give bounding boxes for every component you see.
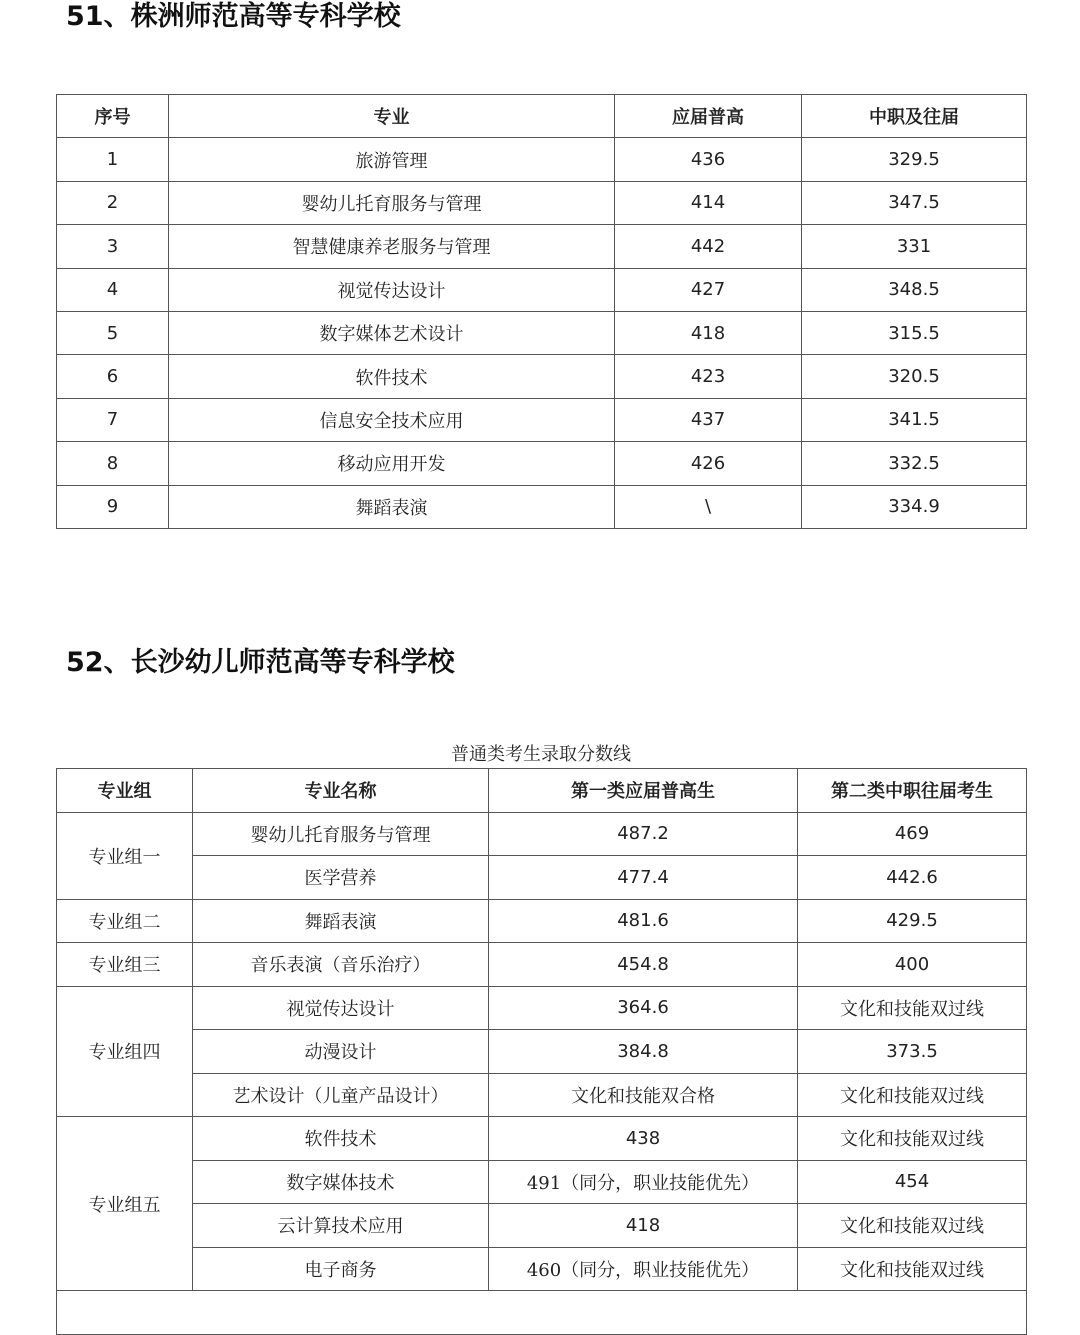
table-row (57, 1204, 1027, 1248)
table-row (57, 986, 1027, 1030)
table-cell: 视觉传达设计 (169, 268, 615, 311)
table-row (57, 398, 1027, 441)
table-cell: 文化和技能双合格 (489, 1073, 798, 1117)
table-row (57, 1073, 1027, 1117)
table-cell: 373.5 (798, 1030, 1027, 1074)
section-2-title: 52、长沙幼儿师范高等专科学校 (66, 647, 455, 678)
table-cell: 427 (615, 268, 802, 311)
header-cell: 应届普高 (615, 95, 802, 138)
table-cell: 7 (57, 398, 169, 441)
table-cell: 329.5 (802, 138, 1027, 181)
table-cell: 347.5 (802, 181, 1027, 224)
group-name-cell: 专业组四 (57, 986, 193, 1117)
table-cell: 477.4 (489, 856, 798, 900)
table-cell: 418 (615, 311, 802, 354)
table-cell: 429.5 (798, 899, 1027, 943)
table-cell: 婴幼儿托育服务与管理 (169, 181, 615, 224)
table-cell: 491（同分，职业技能优先） (489, 1160, 798, 1204)
table-cell: 384.8 (489, 1030, 798, 1074)
table-cell: 442 (615, 225, 802, 268)
table-cell: 436 (615, 138, 802, 181)
table-row (57, 138, 1027, 181)
table-cell: 418 (489, 1204, 798, 1248)
table-cell: 舞蹈表演 (193, 899, 489, 943)
table-cell: 437 (615, 398, 802, 441)
table-cell: 舞蹈表演 (169, 485, 615, 528)
header-cell: 专业 (169, 95, 615, 138)
table-cell: 医学营养 (193, 856, 489, 900)
header-cell: 专业名称 (193, 769, 489, 813)
table-cell: 艺术设计（儿童产品设计） (193, 1073, 489, 1117)
table-row (57, 856, 1027, 900)
table-cell: 文化和技能双过线 (798, 1247, 1027, 1291)
table-cell: 电子商务 (193, 1247, 489, 1291)
table-cell: 软件技术 (169, 355, 615, 398)
table-cell: 软件技术 (193, 1117, 489, 1161)
table-cell: 1 (57, 138, 169, 181)
table-cell: 315.5 (802, 311, 1027, 354)
table-cell: 414 (615, 181, 802, 224)
admission-table-zhuzhou (56, 94, 1027, 529)
table-cell: 426 (615, 442, 802, 485)
header-cell: 专业组 (57, 769, 193, 813)
table-cell: 469 (798, 812, 1027, 856)
admission-table-changsha (56, 768, 1027, 1335)
table-cell: 数字媒体技术 (193, 1160, 489, 1204)
table-cell: 481.6 (489, 899, 798, 943)
header-cell: 第一类应届普高生 (489, 769, 798, 813)
table-cell: 文化和技能双过线 (798, 1117, 1027, 1161)
table-cell: 移动应用开发 (169, 442, 615, 485)
table-cell: 音乐表演（音乐治疗） (193, 943, 489, 987)
blank-cell (57, 1291, 1027, 1335)
table-cell: 文化和技能双过线 (798, 1073, 1027, 1117)
table-cell: \ (615, 485, 802, 528)
table-cell: 云计算技术应用 (193, 1204, 489, 1248)
table-cell: 423 (615, 355, 802, 398)
table-row (57, 812, 1027, 856)
table-cell: 364.6 (489, 986, 798, 1030)
table-row (57, 1160, 1027, 1204)
table-row (57, 943, 1027, 987)
table-cell: 婴幼儿托育服务与管理 (193, 812, 489, 856)
table-row (57, 485, 1027, 528)
section-1-title: 51、株洲师范高等专科学校 (66, 1, 401, 32)
table-row (57, 181, 1027, 224)
table-row (57, 1117, 1027, 1161)
group-name-cell: 专业组三 (57, 943, 193, 987)
table-cell: 348.5 (802, 268, 1027, 311)
table-cell: 331 (802, 225, 1027, 268)
table-row (57, 268, 1027, 311)
table-row (57, 1247, 1027, 1291)
table-row (57, 311, 1027, 354)
table-cell: 460（同分，职业技能优先） (489, 1247, 798, 1291)
table-cell: 视觉传达设计 (193, 986, 489, 1030)
table-cell: 400 (798, 943, 1027, 987)
table-cell: 文化和技能双过线 (798, 1204, 1027, 1248)
group-name-cell: 专业组五 (57, 1117, 193, 1291)
table-cell: 4 (57, 268, 169, 311)
blank-row (57, 1291, 1027, 1335)
header-cell: 第二类中职往届考生 (798, 769, 1027, 813)
table-cell: 341.5 (802, 398, 1027, 441)
table-cell: 智慧健康养老服务与管理 (169, 225, 615, 268)
table-caption: 普通类考生录取分数线 (451, 744, 631, 765)
group-name-cell: 专业组一 (57, 812, 193, 899)
table-header-row (57, 769, 1027, 813)
table-cell: 9 (57, 485, 169, 528)
table-cell: 320.5 (802, 355, 1027, 398)
table-cell: 5 (57, 311, 169, 354)
table-cell: 8 (57, 442, 169, 485)
table-row (57, 899, 1027, 943)
table-row (57, 1030, 1027, 1074)
table-cell: 动漫设计 (193, 1030, 489, 1074)
table-cell: 438 (489, 1117, 798, 1161)
table-cell: 454.8 (489, 943, 798, 987)
table-row (57, 225, 1027, 268)
table-cell: 文化和技能双过线 (798, 986, 1027, 1030)
table-cell: 3 (57, 225, 169, 268)
header-cell: 中职及往届 (802, 95, 1027, 138)
table-cell: 454 (798, 1160, 1027, 1204)
table-cell: 442.6 (798, 856, 1027, 900)
table-cell: 数字媒体艺术设计 (169, 311, 615, 354)
table-cell: 信息安全技术应用 (169, 398, 615, 441)
table-cell: 6 (57, 355, 169, 398)
table-row (57, 442, 1027, 485)
group-name-cell: 专业组二 (57, 899, 193, 943)
table-cell: 332.5 (802, 442, 1027, 485)
table-cell: 旅游管理 (169, 138, 615, 181)
table-header-row (57, 95, 1027, 138)
table-cell: 2 (57, 181, 169, 224)
header-cell: 序号 (57, 95, 169, 138)
table-cell: 487.2 (489, 812, 798, 856)
table-row (57, 355, 1027, 398)
table-cell: 334.9 (802, 485, 1027, 528)
